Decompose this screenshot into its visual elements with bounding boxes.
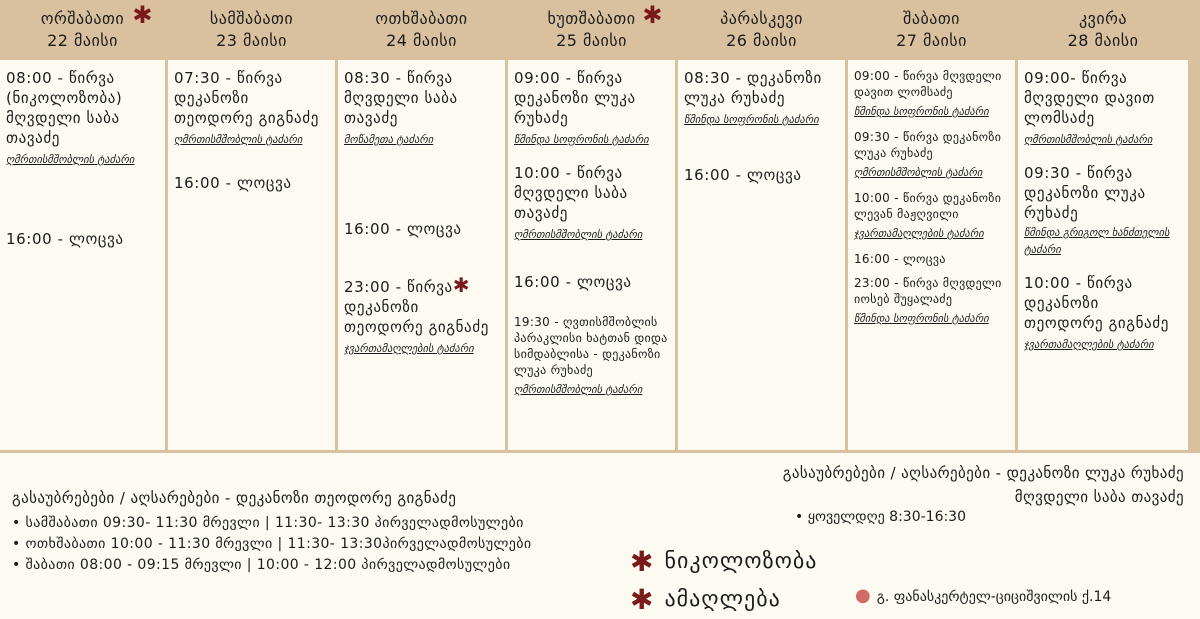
- address-text: გ. ფანასკერტელ-ციციშვილის ქ.14: [876, 589, 1112, 605]
- church-name: ჯვართამაღლების ტაძარი: [1024, 339, 1154, 351]
- service-entry: [514, 314, 669, 399]
- service-text: 23:00 - წირვა მღვდელი იოსებ შუყალაძე: [854, 276, 1002, 306]
- legend: [630, 543, 817, 619]
- day-name: ორშაბათი: [40, 9, 125, 28]
- church-name: ღმრთისმშობლის ტაძარი: [514, 229, 643, 241]
- service-entry: [854, 275, 1009, 328]
- confession-row: • სამშაბათი 09:30- 11:30 მრევლი | 11:30- 13:30 პირველადმოსულები: [12, 515, 524, 531]
- day-name: პარასკევი: [720, 9, 803, 28]
- service-entry: [1024, 68, 1182, 149]
- address: [855, 585, 1111, 606]
- service-entry: [174, 173, 329, 193]
- service-text: 09:00 - წირვა მღვდელი დავით ლომსაძე: [854, 69, 1002, 99]
- service-entry: [854, 68, 1009, 121]
- service-entry: [344, 273, 499, 358]
- holiday-star-icon: ✱: [132, 1, 153, 29]
- day-date: 24 მაისი: [386, 31, 457, 50]
- legend-label: ამაღლება: [664, 587, 781, 612]
- service-entry: [6, 229, 159, 249]
- service-text: 10:00 - წირვა დეკანოზი თეოდორე გიგნაძე: [1024, 274, 1169, 332]
- holiday-star-icon: ✱: [630, 545, 655, 578]
- day-header: [0, 0, 165, 60]
- service-text: 08:30 - დეკანოზი ლუკა რუხაძე: [684, 69, 822, 107]
- service-text: 16:00 - ლოცვა: [684, 166, 802, 184]
- day-column: [848, 0, 1018, 450]
- holiday-star-icon: ✱: [630, 583, 655, 616]
- service-text: 09:30 - წირვა დეკანოზი ლუკა რუხაძე: [854, 130, 1002, 160]
- service-text: 10:00 - წირვა მღვდელი საბა თავაძე: [514, 164, 628, 222]
- church-name: ჯვართამაღლების ტაძარი: [854, 228, 984, 240]
- day-date: 23 მაისი: [216, 31, 287, 50]
- day-header: [848, 0, 1015, 60]
- day-header: [508, 0, 675, 60]
- service-text: დეკანოზი თეოდორე გიგნაძე: [344, 298, 489, 336]
- confession-title: გასაუბრებები / აღსარებები - დეკანოზი თეოდორე გიგნაძე: [12, 489, 457, 507]
- service-text: 09:00 - წირვა დეკანოზი ლუკა რუხაძე: [514, 69, 636, 127]
- service-text: 16:00 - ლოცვა: [174, 174, 292, 192]
- day-column: [168, 0, 338, 450]
- church-name: ღმრთისმშობლის ტაძარი: [514, 384, 643, 396]
- day-column: [508, 0, 678, 450]
- church-name: ღმრთისმშობლის ტაძარი: [174, 134, 303, 146]
- right-edge-strip: [1188, 0, 1200, 450]
- day-header: [338, 0, 505, 60]
- service-entry: [514, 272, 669, 292]
- church-name: ღმრთისმშობლის ტაძარი: [6, 154, 135, 166]
- confession-row: • შაბათი 08:00 - 09:15 მრევლი | 10:00 - 12:00 პირველადმოსულები: [12, 557, 511, 573]
- service-text: 10:00 - წირვა დეკანოზი ლევან მაჟღვილი: [854, 191, 1002, 221]
- legend-item: [630, 581, 817, 619]
- day-column: [678, 0, 848, 450]
- day-column: [0, 0, 168, 450]
- day-name: კვირა: [1078, 9, 1127, 28]
- legend-label: ნიკოლოზობა: [664, 549, 818, 574]
- day-date: 28 მაისი: [1067, 31, 1139, 50]
- service-entry: [684, 165, 839, 185]
- service-text: 16:00 - ლოცვა: [854, 252, 946, 266]
- church-name: ღმრთისმშობლის ტაძარი: [1024, 134, 1153, 146]
- day-name: ოთხშაბათი: [375, 9, 468, 28]
- church-name: წმინდა სოფრონის ტაძარი: [514, 134, 649, 146]
- day-header: [168, 0, 335, 60]
- service-text: 16:00 - ლოცვა: [6, 230, 124, 248]
- day-header: [1018, 0, 1188, 60]
- confession-schedule-right: [783, 461, 1184, 509]
- confession-schedule-left: [12, 487, 532, 576]
- service-text: 16:00 - ლოცვა: [344, 220, 462, 238]
- day-column: [1018, 0, 1188, 450]
- service-entry: [344, 68, 499, 149]
- church-name: წმინდა სოფრონის ტაძარი: [854, 313, 989, 325]
- service-entry: [514, 163, 669, 244]
- service-text: 08:30 - წირვა მღვდელი საბა თავაძე: [344, 69, 458, 127]
- church-name: ჯვართამაღლების ტაძარი: [344, 343, 474, 355]
- legend-item: [630, 543, 817, 581]
- service-text: 19:30 - ღვთისმშობლის პარაკლისი ხატთან დიდა სიმდაბლისა - დეკანოზი ლუკა რუხაძე: [514, 315, 668, 377]
- service-entry: [684, 68, 839, 129]
- service-entry: [174, 68, 329, 149]
- day-date: 26 მაისი: [726, 31, 797, 50]
- service-text: 09:30 - წირვა დეკანოზი ლუკა რუხაძე: [1024, 164, 1146, 222]
- confession-row: • ყოველდღე 8:30-16:30: [795, 509, 967, 525]
- day-name: შაბათი: [903, 9, 960, 28]
- day-name: სამშაბათი: [209, 9, 294, 28]
- service-entry: [514, 68, 669, 149]
- service-text: 23:00 - წირვა: [344, 278, 453, 296]
- service-entry: [854, 251, 1009, 267]
- church-name: მოწამეთა ტაძარი: [344, 134, 434, 146]
- service-entry: [344, 219, 499, 239]
- confession-title: გასაუბრებები / აღსარებები - დეკანოზი ლუკა რუხაძე: [782, 464, 1184, 482]
- day-column: [338, 0, 508, 450]
- church-name: წმინდა სოფრონის ტაძარი: [684, 114, 819, 126]
- holiday-star-icon: ✱: [642, 1, 663, 29]
- confession-row: • ოთხშაბათი 10:00 - 11:30 მრევლი | 11:30- 13:30პირველადმოსულები: [12, 536, 532, 552]
- church-name: ღმრთისმშობლის ტაძარი: [854, 167, 983, 179]
- day-date: 27 მაისი: [896, 31, 967, 50]
- service-entry: [6, 68, 159, 169]
- service-text: 16:00 - ლოცვა: [514, 273, 632, 291]
- map-pin-icon: ●: [855, 585, 871, 606]
- footer: [0, 450, 1200, 615]
- service-entry: [1024, 163, 1182, 259]
- service-text: 07:30 - წირვა დეკანოზი თეოდორე გიგნაძე: [174, 69, 319, 127]
- service-text: 09:00- წირვა მღვდელი დავით ლომსაძე: [1024, 69, 1155, 127]
- day-date: 22 მაისი: [47, 31, 118, 50]
- church-name: წმინდა სოფრონის ტაძარი: [854, 106, 989, 118]
- day-name: ხუთშაბათი: [547, 9, 636, 28]
- service-entry: [854, 190, 1009, 243]
- service-text: 08:00 - წირვა (ნიკოლოზობა) მღვდელი საბა თავაძე: [6, 69, 123, 147]
- day-header: [678, 0, 845, 60]
- day-date: 25 მაისი: [556, 31, 627, 50]
- holiday-star-icon: ✱: [452, 273, 471, 297]
- service-entry: [854, 129, 1009, 182]
- confession-subtitle: მღვდელი საბა თავაძე: [1014, 488, 1184, 506]
- service-entry: [1024, 273, 1182, 354]
- church-name: წმინდა გრიგოლ ხანძთელის ტაძარი: [1024, 227, 1170, 256]
